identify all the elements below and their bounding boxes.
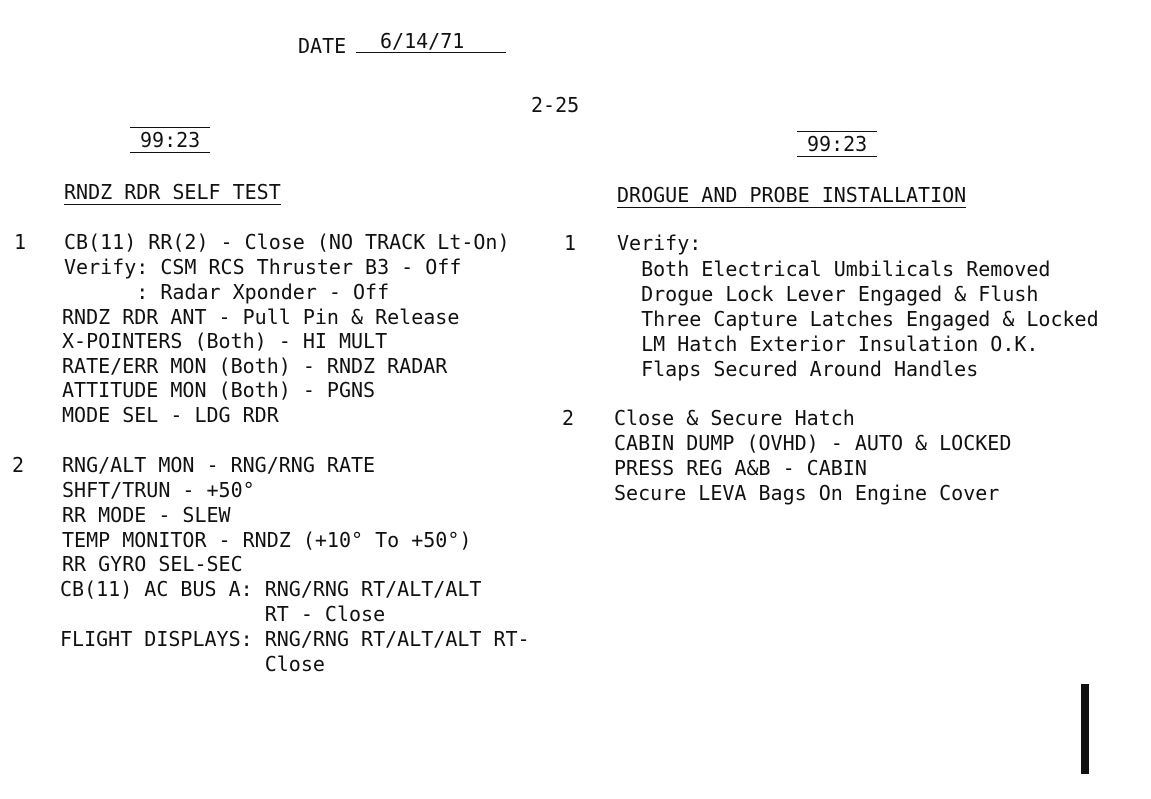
- time-tag-left: 99:23: [130, 127, 210, 153]
- left-step-1-line: RNDZ RDR ANT - Pull Pin & Release: [62, 305, 460, 329]
- left-step-2-line: SHFT/TRUN - +50°: [62, 478, 255, 502]
- right-step-1-line: Drogue Lock Lever Engaged & Flush: [617, 282, 1039, 306]
- right-step-2-line: CABIN DUMP (OVHD) - AUTO & LOCKED: [614, 431, 1012, 455]
- left-step-1-line: CB(11) RR(2) - Close (NO TRACK Lt-On): [64, 230, 510, 254]
- left-step-2-line: TEMP MONITOR - RNDZ (+10° To +50°): [62, 528, 472, 552]
- right-step-1-line: Flaps Secured Around Handles: [617, 357, 979, 381]
- date-label: DATE: [298, 34, 347, 58]
- left-step-1-line: : Radar Xponder - Off: [64, 280, 390, 304]
- right-step-2-line: Secure LEVA Bags On Engine Cover: [614, 481, 1000, 505]
- left-step-1-number: 1: [14, 230, 27, 254]
- section-title-drogue-and-probe: DROGUE AND PROBE INSTALLATION: [617, 183, 967, 207]
- left-step-1-line: RATE/ERR MON (Both) - RNDZ RADAR: [62, 354, 448, 378]
- left-step-2-line: RR MODE - SLEW: [62, 503, 231, 527]
- section-title-rndz-rdr-self-test: RNDZ RDR SELF TEST: [64, 180, 281, 204]
- left-step-1-line: X-POINTERS (Both) - HI MULT: [62, 329, 388, 353]
- left-step-2-line: RR GYRO SEL-SEC: [62, 552, 243, 576]
- right-step-1-line: LM Hatch Exterior Insulation O.K.: [617, 332, 1039, 356]
- right-step-2-line: Close & Secure Hatch: [614, 406, 855, 430]
- right-step-1-line: Verify:: [617, 231, 702, 255]
- left-step-1-line: MODE SEL - LDG RDR: [62, 403, 279, 427]
- page-number: 2-25: [531, 93, 580, 117]
- left-step-2-line: RNG/ALT MON - RNG/RNG RATE: [62, 453, 376, 477]
- time-tag-right: 99:23: [797, 131, 877, 157]
- left-step-1-line: ATTITUDE MON (Both) - PGNS: [62, 378, 376, 402]
- left-step-1-line: Verify: CSM RCS Thruster B3 - Off: [64, 255, 462, 279]
- right-step-1-line: Both Electrical Umbilicals Removed: [617, 257, 1051, 281]
- right-step-1-number: 1: [564, 231, 577, 255]
- left-step-2-line: FLIGHT DISPLAYS: RNG/RNG RT/ALT/ALT RT-: [60, 627, 530, 651]
- right-step-1-line: Three Capture Latches Engaged & Locked: [617, 307, 1099, 331]
- change-bar: [1081, 684, 1089, 774]
- date-value: 6/14/71: [356, 30, 506, 53]
- left-step-2-line: CB(11) AC BUS A: RNG/RNG RT/ALT/ALT: [60, 577, 482, 601]
- right-step-2-line: PRESS REG A&B - CABIN: [614, 456, 867, 480]
- right-step-2-number: 2: [562, 406, 575, 430]
- left-step-2-line: Close: [60, 652, 325, 676]
- left-step-2-number: 2: [12, 453, 25, 477]
- left-step-2-line: RT - Close: [60, 602, 386, 626]
